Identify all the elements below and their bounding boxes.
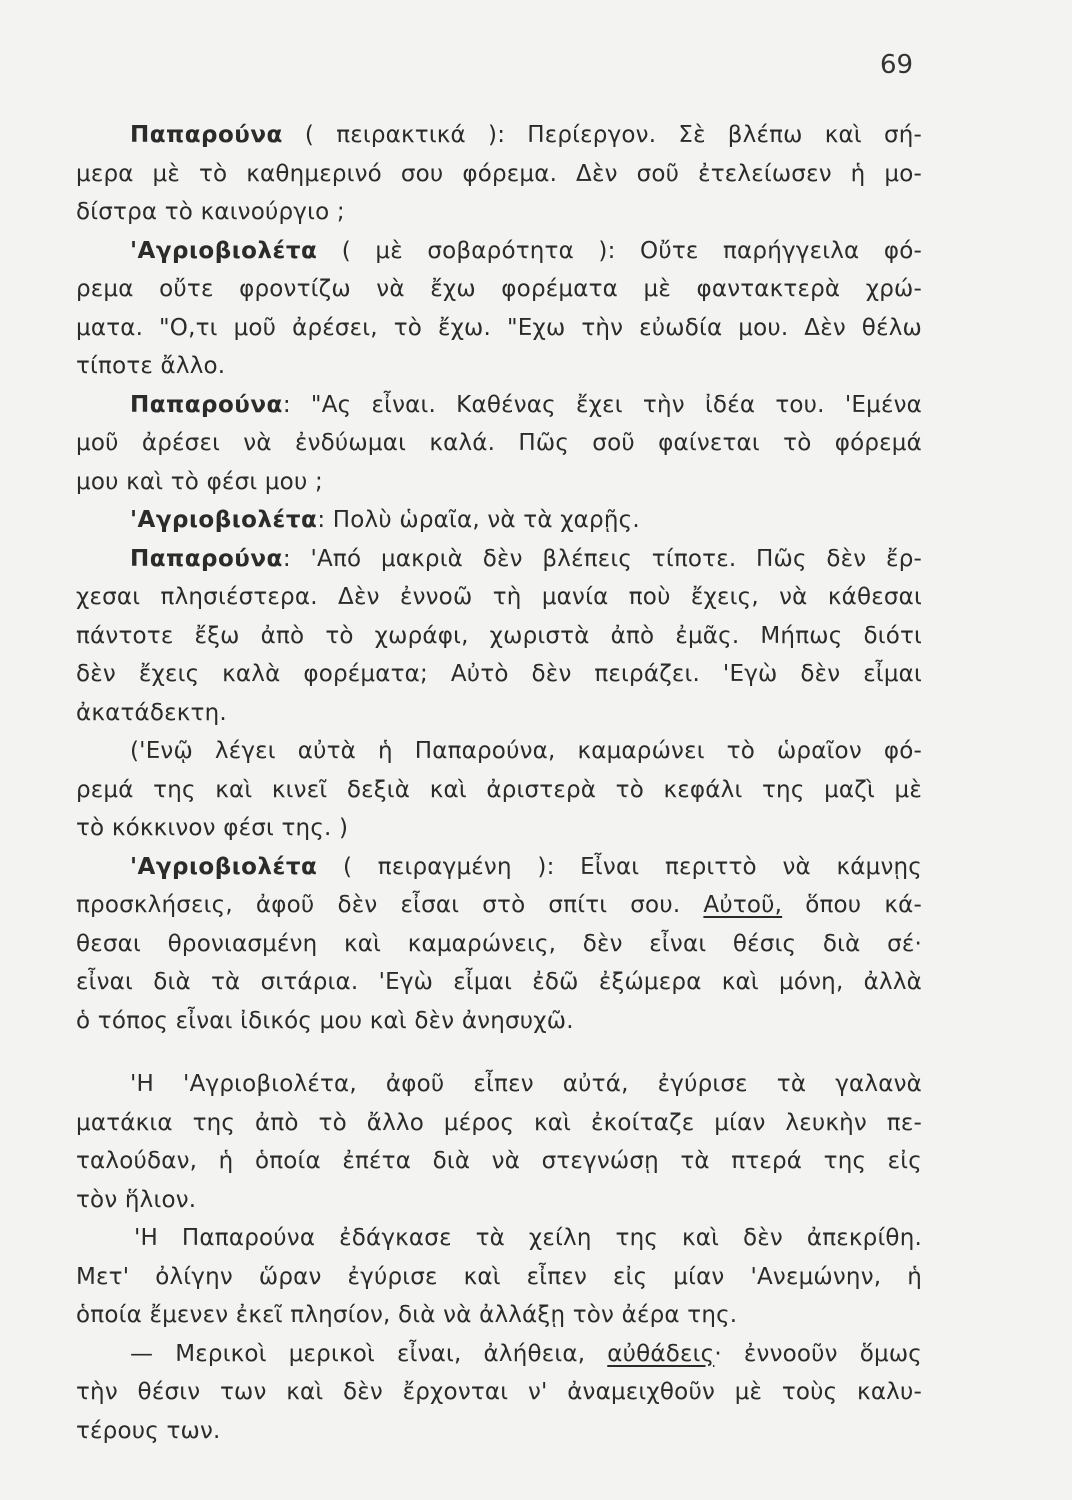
line-text: ταλούδαν, ἡ ὁποία ἐπέτα διὰ νὰ στεγνώσῃ τὰ πτερά της εἰς bbox=[76, 1148, 922, 1174]
line-text: ('Ενῷ λέγει αὐτὰ ἡ Παπαρούνα, καμαρώνει τὸ ὡραῖον φό- bbox=[130, 738, 922, 764]
line-text: τὴν θέσιν των καὶ δὲν ἔρχονται ν' ἀναμειχθοῦν μὲ τοὺς καλυ- bbox=[76, 1379, 922, 1405]
line-text: · ἐννοοῦν ὅμως bbox=[714, 1340, 922, 1367]
line-text: : 'Από μακριὰ δὲν βλέπεις τίποτε. Πῶς δὲν ἔρ- bbox=[282, 545, 922, 572]
line-text: μοῦ ἀρέσει νὰ ἐνδύωμαι καλά. Πῶς σοῦ φαίνεται τὸ φόρεμά bbox=[76, 430, 922, 456]
speaker-name: Παπαρούνα bbox=[130, 545, 283, 572]
line-text: ( πειραγμένη ): Εἶναι περιττὸ νὰ κάμνῃς bbox=[317, 853, 922, 880]
line-text: τέρους των. bbox=[76, 1417, 221, 1444]
text-line bbox=[76, 655, 922, 694]
text-line bbox=[76, 809, 922, 848]
text-line bbox=[76, 1335, 922, 1374]
line-text: 'Η 'Αγριοβιολέτα, ἀφοῦ εἶπεν αὐτά, ἐγύρισε τὰ γαλανὰ bbox=[130, 1071, 922, 1097]
line-text: ὁποία ἔμενεν ἐκεῖ πλησίον, διὰ νὰ ἀλλάξῃ τὸν ἀέρα της. bbox=[76, 1302, 738, 1328]
text-line bbox=[76, 925, 922, 964]
text-line bbox=[76, 732, 922, 771]
line-text: ματάκια της ἀπὸ τὸ ἄλλο μέρος καὶ ἐκοίταζε μίαν λευκὴν πε- bbox=[76, 1109, 922, 1136]
paragraph-spacer bbox=[76, 1040, 922, 1065]
text-line bbox=[76, 1142, 922, 1181]
text-line bbox=[76, 1002, 922, 1041]
text-line bbox=[76, 1412, 922, 1451]
text-line bbox=[76, 540, 922, 579]
line-text: τὸν ἥλιον. bbox=[76, 1186, 197, 1213]
line-text: ὅπου κά- bbox=[782, 892, 922, 918]
line-text: Μετ' ὀλίγην ὥραν ἐγύρισε καὶ εἶπεν εἰς μίαν 'Ανεμώνην, ἡ bbox=[76, 1263, 922, 1290]
speaker-name: Παπαρούνα bbox=[130, 391, 283, 418]
line-text: ἀκατάδεκτη. bbox=[76, 699, 227, 726]
text-line bbox=[76, 771, 922, 810]
line-text: θεσαι θρονιασμένη καὶ καμαρώνεις, δὲν εἶναι θέσις διὰ σέ· bbox=[76, 930, 922, 957]
line-text: : "Ας εἶναι. Καθένας ἔχει τὴν ἰδέα του. 'Εμένα bbox=[282, 391, 922, 418]
text-line bbox=[76, 1373, 922, 1412]
text-line bbox=[76, 963, 922, 1002]
text-line bbox=[76, 1181, 922, 1220]
text-line bbox=[76, 1104, 922, 1143]
line-text: δίστρα τὸ καινούργιο ; bbox=[76, 199, 345, 225]
line-text: προσκλήσεις, ἀφοῦ δὲν εἶσαι στὸ σπίτι σου. bbox=[76, 892, 704, 918]
speaker-name: 'Αγριοβιολέτα bbox=[130, 507, 318, 533]
text-line bbox=[76, 116, 922, 155]
text-line bbox=[76, 309, 922, 348]
line-text: δὲν ἔχεις καλὰ φορέματα; Αὐτὸ δὲν πειράζει. 'Εγὼ δὲν εἶμαι bbox=[76, 661, 922, 687]
line-text: τὸ κόκκινον φέσι της. ) bbox=[76, 815, 349, 841]
underlined-word: αὐθάδεις bbox=[607, 1340, 715, 1367]
text-line bbox=[76, 270, 922, 309]
text-line bbox=[76, 1219, 922, 1258]
text-line bbox=[76, 694, 922, 733]
text-line bbox=[76, 1296, 922, 1335]
line-text: — Μερικοὶ μερικοὶ εἶναι, ἀλήθεια, bbox=[130, 1340, 608, 1367]
line-text: εἶναι διὰ τὰ σιτάρια. 'Εγὼ εἶμαι ἐδῶ ἐξώμερα καὶ μόνη, ἀλλὰ bbox=[76, 969, 922, 995]
text-line bbox=[76, 463, 922, 502]
line-text: ( πειρακτικά ): Περίεργον. Σὲ βλέπω καὶ σή- bbox=[282, 122, 922, 148]
line-text: πάντοτε ἔξω ἀπὸ τὸ χωράφι, χωριστὰ ἀπὸ ἐμᾶς. Μήπως διότι bbox=[76, 622, 922, 649]
text-line bbox=[76, 578, 922, 617]
speaker-name: 'Αγριοβιολέτα bbox=[130, 237, 318, 264]
text-line bbox=[76, 347, 922, 386]
text-line bbox=[76, 193, 922, 232]
text-line bbox=[76, 155, 922, 194]
line-text: ματα. "Ο,τι μοῦ ἀρέσει, τὸ ἔχω. "Εχω τὴν εὐωδία μου. Δὲν θέλω bbox=[76, 314, 922, 341]
line-text: τίποτε ἄλλο. bbox=[76, 353, 226, 379]
text-line bbox=[76, 886, 922, 925]
page-number: 69 bbox=[880, 50, 914, 80]
text-line bbox=[76, 232, 922, 271]
line-text: ( μὲ σοβαρότητα ): Οὔτε παρήγγειλα φό- bbox=[317, 237, 922, 264]
text-line bbox=[76, 617, 922, 656]
line-text: μερα μὲ τὸ καθημερινό σου φόρεμα. Δὲν σοῦ ἐτελείωσεν ἡ μο- bbox=[76, 160, 922, 187]
text-line bbox=[76, 386, 922, 425]
text-line bbox=[76, 1258, 922, 1297]
text-line bbox=[76, 501, 922, 540]
line-text: ὁ τόπος εἶναι ἰδικός μου καὶ δὲν ἀνησυχῶ. bbox=[76, 1007, 574, 1034]
text-line bbox=[76, 1065, 922, 1104]
text-body bbox=[76, 116, 922, 1450]
speaker-name: Παπαρούνα bbox=[130, 122, 283, 148]
text-line bbox=[76, 424, 922, 463]
line-text: ρεμά της καὶ κινεῖ δεξιὰ καὶ ἀριστερὰ τὸ κεφάλι της μαζὶ μὲ bbox=[76, 776, 922, 803]
line-text: μου καὶ τὸ φέσι μου ; bbox=[76, 468, 323, 495]
line-text: 'Η Παπαρούνα ἐδάγκασε τὰ χείλη της καὶ δὲν ἀπεκρίθη. bbox=[134, 1225, 922, 1251]
speaker-name: 'Αγριοβιολέτα bbox=[130, 853, 318, 880]
underlined-word: Αὐτοῦ, bbox=[703, 892, 783, 918]
text-line bbox=[76, 848, 922, 887]
line-text: χεσαι πλησιέστερα. Δὲν ἐννοῶ τὴ μανία ποὺ ἔχεις, νὰ κάθεσαι bbox=[76, 584, 922, 610]
line-text: : Πολὺ ὡραῖα, νὰ τὰ χαρῇς. bbox=[317, 507, 640, 533]
line-text: ρεμα οὔτε φροντίζω νὰ ἔχω φορέματα μὲ φαντακτερὰ χρώ- bbox=[76, 276, 922, 302]
